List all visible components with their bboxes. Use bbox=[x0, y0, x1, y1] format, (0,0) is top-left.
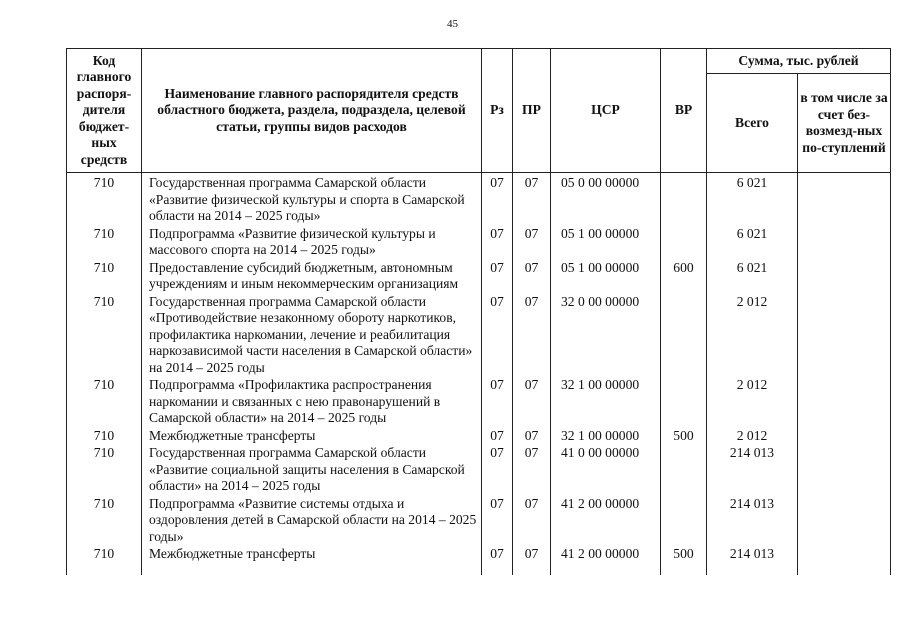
cell-vr bbox=[661, 445, 707, 496]
cell-rz: 07 bbox=[482, 496, 513, 547]
cell-rz: 07 bbox=[482, 377, 513, 428]
table-row bbox=[67, 260, 891, 294]
cell-code: 710 bbox=[67, 173, 142, 226]
cell-vr bbox=[661, 496, 707, 547]
cell-csr: 05 0 00 00000 bbox=[551, 173, 661, 226]
cell-rz: 07 bbox=[482, 226, 513, 260]
cell-total: 214 013 bbox=[707, 445, 798, 496]
cell-name: Подпрограмма «Профилактика распространения наркомании и связанных с нею правонарушений в Самарской области» на 2014 – 2025 годы bbox=[142, 377, 482, 428]
cell-pr: 07 bbox=[513, 496, 551, 547]
cell-vr: 500 bbox=[661, 546, 707, 575]
cell-pr: 07 bbox=[513, 546, 551, 575]
cell-code: 710 bbox=[67, 294, 142, 378]
cell-total: 6 021 bbox=[707, 226, 798, 260]
table-row bbox=[67, 294, 891, 378]
cell-code: 710 bbox=[67, 445, 142, 496]
cell-incl bbox=[798, 377, 891, 428]
cell-csr: 32 1 00 00000 bbox=[551, 428, 661, 446]
cell-incl bbox=[798, 294, 891, 378]
cell-total: 2 012 bbox=[707, 377, 798, 428]
cell-name: Подпрограмма «Развитие физической культуры и массового спорта на 2014 – 2025 годы» bbox=[142, 226, 482, 260]
cell-pr: 07 bbox=[513, 428, 551, 446]
cell-vr bbox=[661, 294, 707, 378]
cell-incl bbox=[798, 496, 891, 547]
cell-csr: 41 2 00 00000 bbox=[551, 496, 661, 547]
cell-total: 214 013 bbox=[707, 496, 798, 547]
header-csr: ЦСР bbox=[551, 49, 661, 173]
table-row bbox=[67, 377, 891, 428]
table-header bbox=[67, 49, 891, 173]
cell-total: 6 021 bbox=[707, 173, 798, 226]
cell-vr bbox=[661, 377, 707, 428]
cell-incl bbox=[798, 445, 891, 496]
cell-csr: 32 1 00 00000 bbox=[551, 377, 661, 428]
cell-csr: 32 0 00 00000 bbox=[551, 294, 661, 378]
cell-code: 710 bbox=[67, 260, 142, 294]
cell-vr bbox=[661, 226, 707, 260]
cell-incl bbox=[798, 428, 891, 446]
cell-pr: 07 bbox=[513, 445, 551, 496]
cell-csr: 05 1 00 00000 bbox=[551, 226, 661, 260]
cell-rz: 07 bbox=[482, 546, 513, 575]
cell-rz: 07 bbox=[482, 445, 513, 496]
table-row bbox=[67, 445, 891, 496]
cell-name: Межбюджетные трансферты bbox=[142, 546, 482, 575]
cell-incl bbox=[798, 260, 891, 294]
cell-total: 6 021 bbox=[707, 260, 798, 294]
cell-code: 710 bbox=[67, 226, 142, 260]
cell-csr: 05 1 00 00000 bbox=[551, 260, 661, 294]
header-rz: Рз bbox=[482, 49, 513, 173]
cell-code: 710 bbox=[67, 546, 142, 575]
header-sum: Сумма, тыс. рублей bbox=[707, 49, 891, 74]
cell-csr: 41 0 00 00000 bbox=[551, 445, 661, 496]
header-code: Код главного распоря-дителя бюджет-ных средств bbox=[67, 49, 142, 173]
cell-pr: 07 bbox=[513, 173, 551, 226]
cell-rz: 07 bbox=[482, 294, 513, 378]
cell-incl bbox=[798, 226, 891, 260]
budget-table bbox=[66, 48, 891, 575]
cell-code: 710 bbox=[67, 377, 142, 428]
cell-vr: 500 bbox=[661, 428, 707, 446]
cell-rz: 07 bbox=[482, 260, 513, 294]
cell-total: 2 012 bbox=[707, 428, 798, 446]
cell-vr bbox=[661, 173, 707, 226]
cell-rz: 07 bbox=[482, 428, 513, 446]
cell-total: 2 012 bbox=[707, 294, 798, 378]
table-row bbox=[67, 428, 891, 446]
cell-name: Государственная программа Самарской области «Противодействие незаконному обороту наркотиков, профилактика наркомании, лечение и реабилитация наркозависимой части населения в Самарской области» на 2014 – 2025 годы bbox=[142, 294, 482, 378]
cell-name: Подпрограмма «Развитие системы отдыха и оздоровления детей в Самарской области на 2014 – 2025 годы» bbox=[142, 496, 482, 547]
cell-name: Межбюджетные трансферты bbox=[142, 428, 482, 446]
header-vr: ВР bbox=[661, 49, 707, 173]
cell-code: 710 bbox=[67, 428, 142, 446]
header-pr: ПР bbox=[513, 49, 551, 173]
table-row bbox=[67, 546, 891, 575]
table-row bbox=[67, 226, 891, 260]
cell-pr: 07 bbox=[513, 260, 551, 294]
cell-csr: 41 2 00 00000 bbox=[551, 546, 661, 575]
cell-pr: 07 bbox=[513, 226, 551, 260]
cell-total: 214 013 bbox=[707, 546, 798, 575]
cell-incl bbox=[798, 546, 891, 575]
table-row bbox=[67, 173, 891, 226]
cell-code: 710 bbox=[67, 496, 142, 547]
header-total: Всего bbox=[707, 74, 798, 173]
cell-name: Государственная программа Самарской области «Развитие социальной защиты населения в Самарской области» на 2014 – 2025 годы bbox=[142, 445, 482, 496]
cell-incl bbox=[798, 173, 891, 226]
cell-name: Предоставление субсидий бюджетным, автономным учреждениям и иным некоммерческим организациям bbox=[142, 260, 482, 294]
cell-name: Государственная программа Самарской области «Развитие физической культуры и спорта в Самарской области на 2014 – 2025 годы» bbox=[142, 173, 482, 226]
header-name: Наименование главного распорядителя средств областного бюджета, раздела, подраздела, целевой статьи, группы видов расходов bbox=[142, 49, 482, 173]
cell-rz: 07 bbox=[482, 173, 513, 226]
page-number: 45 bbox=[447, 18, 458, 30]
cell-pr: 07 bbox=[513, 377, 551, 428]
table-row bbox=[67, 496, 891, 547]
table-body bbox=[67, 173, 891, 575]
cell-pr: 07 bbox=[513, 294, 551, 378]
header-incl: в том числе за счет без-возмезд-ных по-ступлений bbox=[798, 74, 891, 173]
cell-vr: 600 bbox=[661, 260, 707, 294]
